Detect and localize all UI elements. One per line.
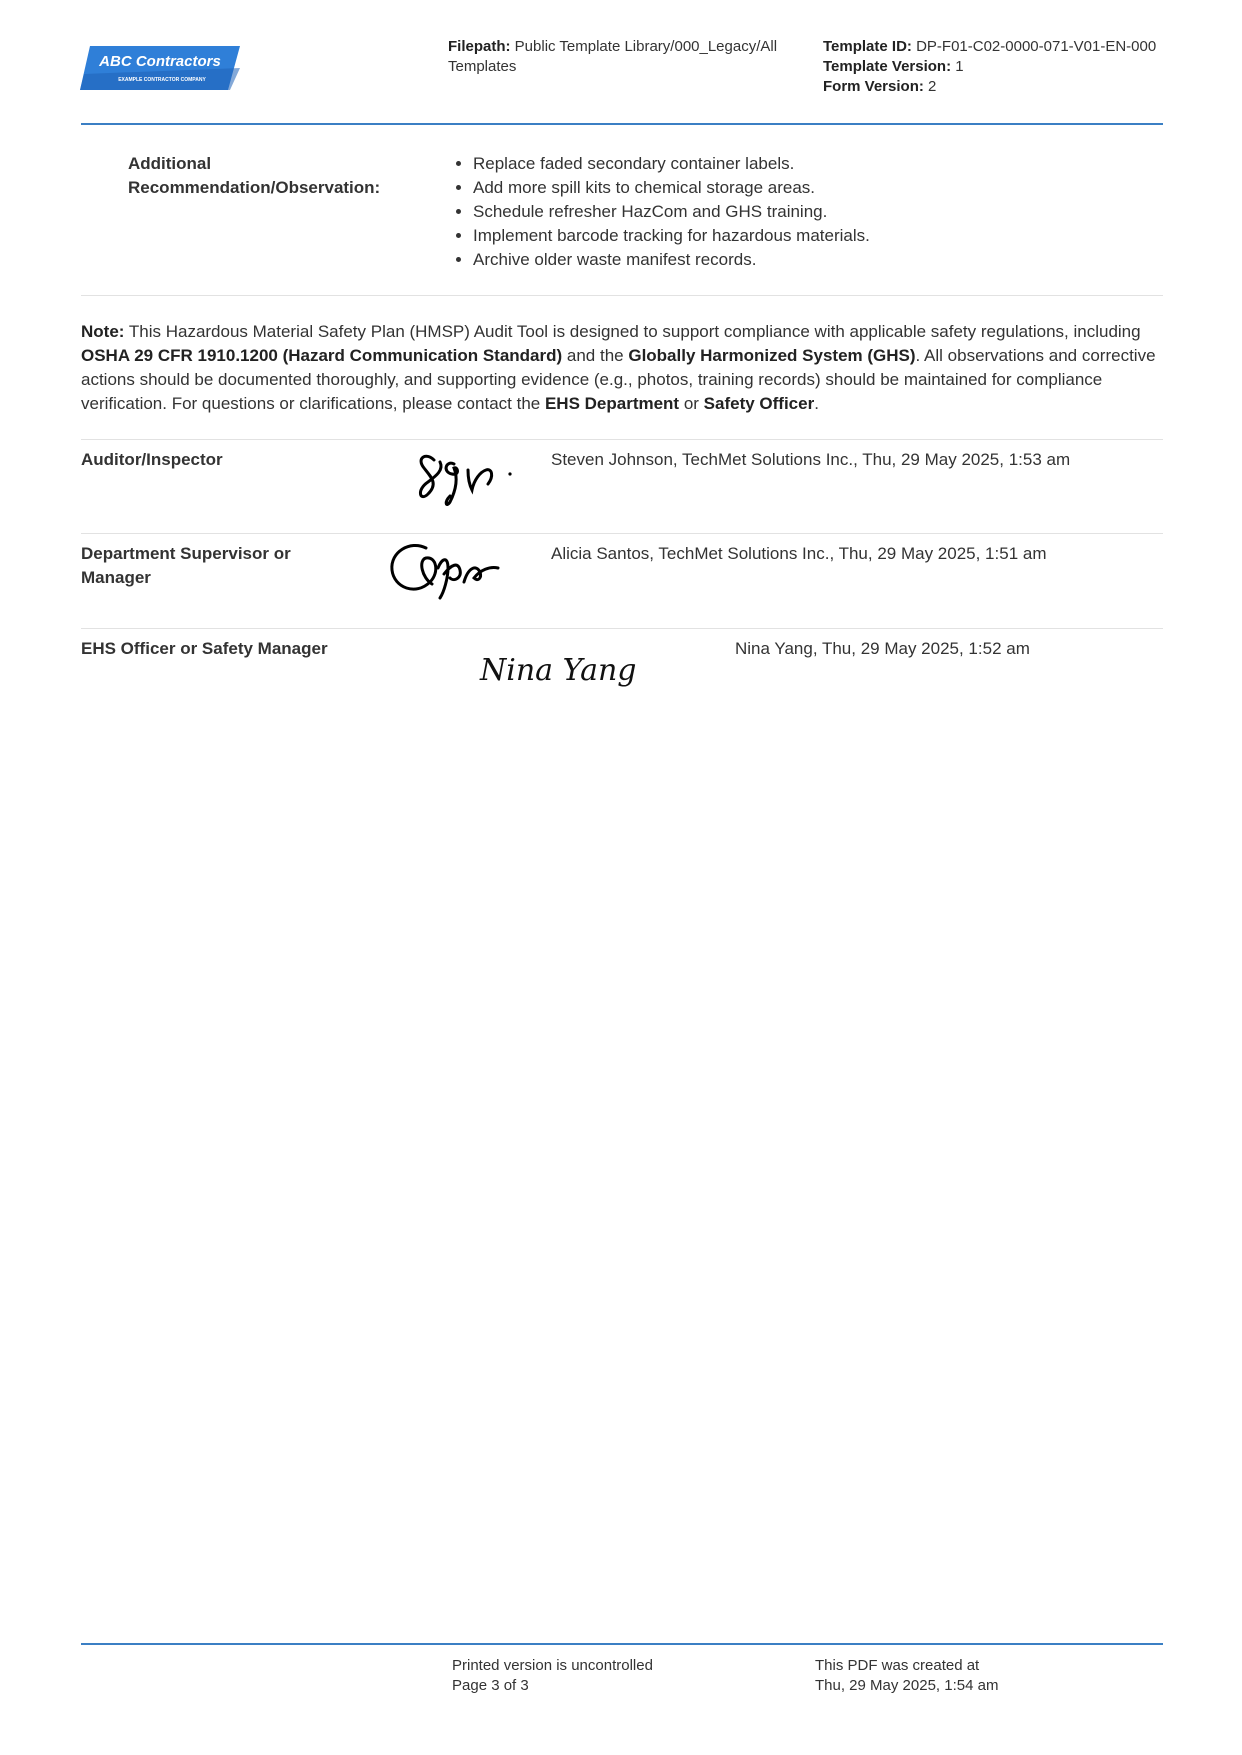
filepath-block	[448, 37, 788, 77]
note-text: . All observations and corrective actions should be documented thoroughly, and supporting evidence (e.g., photos, training records) should be maintained for compliance verification. For questions or clarifications, please contact the	[81, 346, 1156, 413]
form-version-value: 2	[928, 78, 937, 95]
compliance-note	[81, 320, 1163, 416]
recommendation-item: • Add more spill kits to chemical storage areas.	[473, 176, 870, 200]
template-id-row	[823, 37, 1183, 57]
signature-role-ehs-officer: EHS Officer or Safety Manager	[81, 639, 328, 658]
page-number: Page 3 of 3	[452, 1677, 529, 1694]
note-lead: Note:	[81, 322, 125, 341]
signature-image-auditor	[410, 446, 520, 516]
section-divider	[81, 439, 1163, 440]
company-logo	[80, 44, 240, 92]
template-version-row	[823, 57, 1183, 77]
recommendation-item: • Archive older waste manifest records.	[473, 248, 870, 272]
note-text: .	[814, 394, 819, 413]
recommendation-list	[449, 152, 870, 272]
form-version-label: Form Version:	[823, 78, 924, 95]
template-version-label: Template Version:	[823, 58, 952, 75]
note-text: or	[679, 394, 704, 413]
note-text: This Hazardous Material Safety Plan (HMSP) Audit Tool is designed to support compliance with applicable safety regulations, including	[124, 322, 1141, 341]
uncontrolled-notice: Printed version is uncontrolled	[452, 1657, 653, 1674]
signature-script-text: Nina Yang	[480, 653, 636, 688]
signature-info-auditor: Steven Johnson, TechMet Solutions Inc., Thu, 29 May 2025, 1:53 am	[551, 450, 1071, 469]
created-timestamp: Thu, 29 May 2025, 1:54 am	[815, 1677, 999, 1694]
created-label: This PDF was created at	[815, 1657, 980, 1674]
recommendation-label: Additional Recommendation/Observation:	[128, 154, 381, 197]
filepath-label: Filepath:	[448, 38, 511, 55]
recommendation-item: • Implement barcode tracking for hazardous materials.	[473, 224, 870, 248]
signature-image-supervisor	[386, 538, 506, 602]
recommendation-item: • Replace faded secondary container labels.	[473, 152, 870, 176]
template-info-block	[823, 37, 1183, 97]
signature-role-supervisor: Department Supervisor or Manager	[81, 544, 291, 587]
filepath-value: Public Template Library/000_Legacy/All Templates	[448, 38, 778, 75]
template-version-value: 1	[955, 58, 964, 75]
note-text: and the	[562, 346, 629, 365]
section-divider	[81, 533, 1163, 534]
signature-info-ehs-officer: Nina Yang, Thu, 29 May 2025, 1:52 am	[735, 639, 1030, 658]
note-osha-reference: OSHA 29 CFR 1910.1200 (Hazard Communication Standard)	[81, 346, 563, 365]
header-divider	[81, 123, 1163, 125]
signature-image-ehs-officer	[476, 644, 636, 704]
template-id-value: DP-F01-C02-0000-071-V01-EN-000	[916, 38, 1157, 55]
signature-info-supervisor: Alicia Santos, TechMet Solutions Inc., Thu, 29 May 2025, 1:51 am	[551, 544, 1047, 563]
logo-tagline: EXAMPLE CONTRACTOR COMPANY	[118, 77, 206, 83]
footer-divider	[81, 1643, 1163, 1645]
signature-role-auditor: Auditor/Inspector	[81, 450, 223, 469]
note-safety-officer: Safety Officer	[703, 394, 815, 413]
logo-name: ABC Contractors	[99, 53, 221, 70]
template-id-label: Template ID:	[823, 38, 912, 55]
footer-created-info	[815, 1656, 998, 1696]
note-ghs-reference: Globally Harmonized System (GHS)	[628, 346, 916, 365]
section-divider	[81, 628, 1163, 629]
section-divider	[81, 295, 1163, 296]
note-ehs-department: EHS Department	[544, 394, 680, 413]
form-version-row	[823, 77, 1183, 97]
footer-print-info	[452, 1656, 653, 1696]
recommendation-item: • Schedule refresher HazCom and GHS training.	[473, 200, 870, 224]
